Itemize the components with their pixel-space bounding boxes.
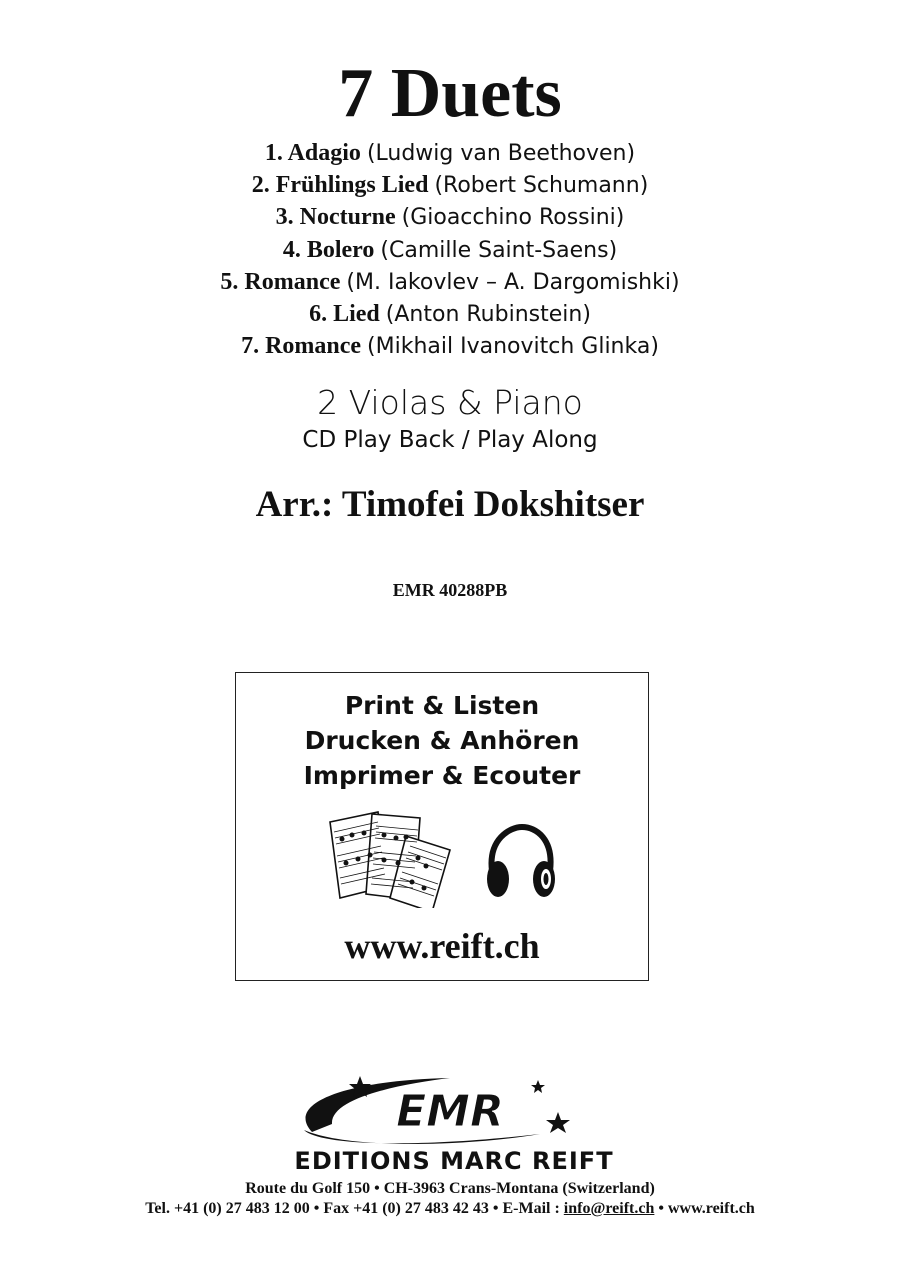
title: 7 Duets [338,55,562,132]
arranger: Arr.: Timofei Dokshitser [255,484,645,525]
piece-title: 1. Adagio [264,140,361,166]
piece-title: 2. Frühlings Lied [251,172,429,199]
piece-item [0,234,900,266]
piece-title: 3. Nocturne [275,204,396,231]
piece-title: 5. Romance [220,268,341,295]
piece-title: 4. Bolero [282,236,375,263]
publisher-name-text: EDITIONS MARC REIFT [294,1147,614,1174]
promo-box [235,672,649,981]
contact-website[interactable]: • www.reift.ch [654,1200,755,1217]
email-link[interactable]: info@reift.ch [563,1200,655,1217]
piece-item [0,330,900,362]
emr-logo-text: EMR [396,1086,504,1137]
piece-composer: (Camille Saint-Saens) [380,237,618,263]
promo-line-imprimer: Imprimer & Ecouter [303,761,581,790]
sheet-music-icon [326,808,456,908]
headphones-icon [484,823,558,903]
piece-item [0,169,900,201]
piece-list [0,137,900,362]
instrumentation: 2 Violas & Piano [317,383,583,422]
piece-composer: (M. Iakovlev – A. Dargomishki) [346,269,680,295]
piece-composer: (Anton Rubinstein) [385,301,591,327]
piece-composer: (Mikhail Ivanovitch Glinka) [367,334,659,360]
piece-item [0,201,900,233]
promo-line-print-listen: Print & Listen [344,691,540,720]
piece-item [0,266,900,298]
publisher-contact [0,1198,900,1220]
playback-note: CD Play Back / Play Along [302,427,598,453]
contact-phone-fax: Tel. +41 (0) 27 483 12 00 • Fax +41 (0) 27 483 42 43 • E-Mail : [145,1200,564,1217]
piece-item [0,298,900,330]
piece-composer: (Robert Schumann) [434,173,649,199]
piece-title: 6. Lied [309,300,380,327]
piece-item [0,137,900,169]
piece-composer: (Ludwig van Beethoven) [366,141,636,166]
publisher-name [236,1144,672,1174]
catalog-number: EMR 40288PB [392,580,508,600]
piece-title: 7. Romance [241,333,362,360]
promo-line-drucken: Drucken & Anhören [304,726,580,755]
publisher-address: Route du Golf 150 • CH-3963 Crans-Montana (Switzerland) [245,1180,655,1197]
emr-logo-icon [290,1072,600,1150]
promo-url[interactable]: www.reift.ch [344,926,540,966]
piece-composer: (Gioacchino Rossini) [401,205,625,231]
